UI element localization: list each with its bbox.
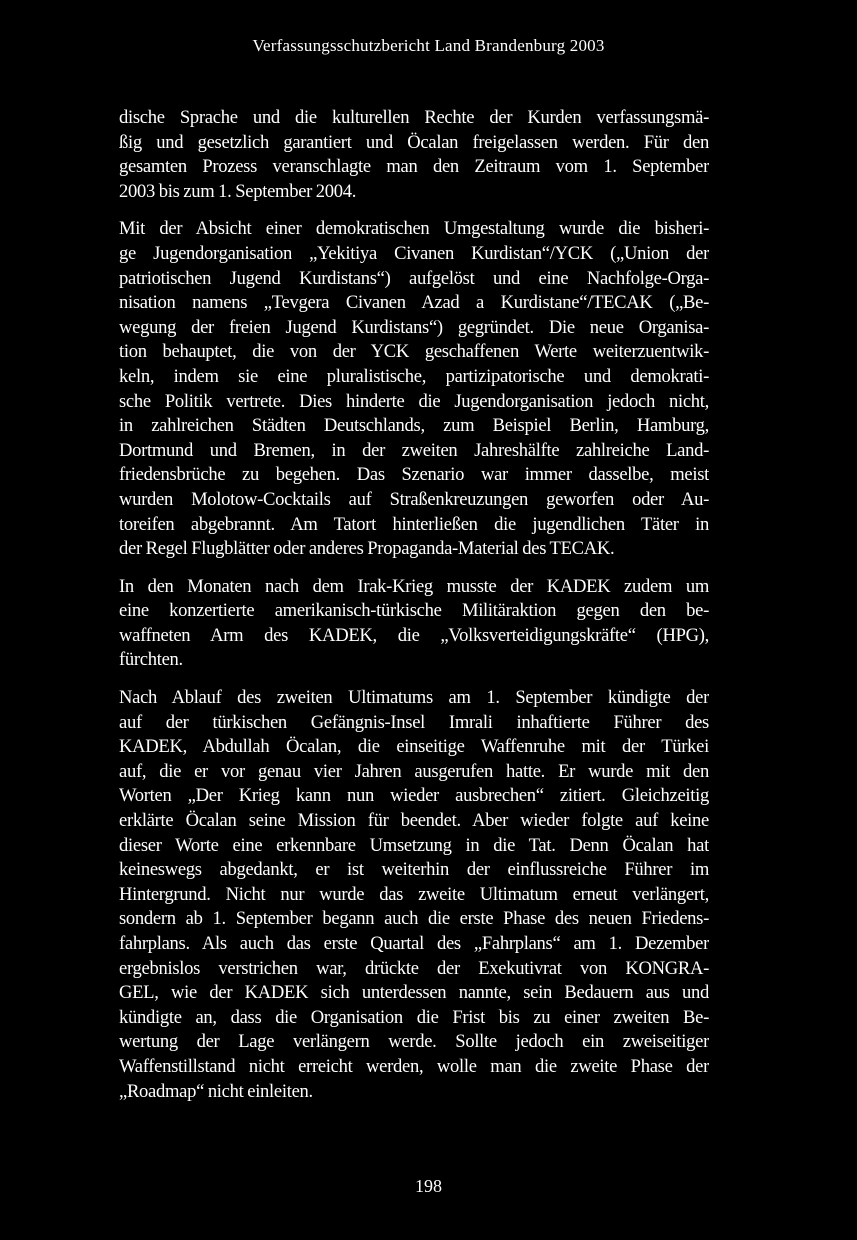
- text-line: wegung der freien Jugend Kurdistans“) gegründet. Die neue Organisa-: [119, 316, 709, 338]
- text-line: fahrplans. Als auch das erste Quartal des „Fahrplans“ am 1. Dezember: [119, 933, 709, 954]
- paragraph: [119, 217, 709, 561]
- text-line: 2003 bis zum 1. September 2004.: [119, 180, 357, 202]
- text-line: sche Politik vertrete. Dies hinderte die Jugendorganisation jedoch nicht,: [119, 390, 709, 412]
- text-line: patriotischen Jugend Kurdistans“) aufgelöst und eine Nachfolge-Orga-: [119, 267, 709, 289]
- text-line: Hintergrund. Nicht nur wurde das zweite Ultimatum erneut verlängert,: [119, 883, 709, 905]
- text-line: erklärte Öcalan seine Mission für beendet. Aber wieder folgte auf keine: [119, 810, 709, 832]
- text-line: dieser Worte eine erkennbare Umsetzung in die Tat. Denn Öcalan hat: [119, 834, 709, 856]
- text-line: in zahlreichen Städten Deutschlands, zum Beispiel Berlin, Hamburg,: [119, 415, 709, 437]
- text-line: ßig und gesetzlich garantiert und Öcalan freigelassen werden. Für den: [119, 131, 709, 153]
- text-line: wertung der Lage verlängern werde. Sollte jedoch ein zweiseitiger: [119, 1031, 709, 1053]
- text-line: der Regel Flugblätter oder anderes Propaganda-Material des TECAK.: [119, 538, 615, 560]
- text-line: gesamten Prozess veranschlagte man den Zeitraum vom 1. September: [119, 156, 709, 178]
- text-line: ergebnislos verstrichen war, drückte der Exekutivrat von KONGRA-: [119, 957, 709, 979]
- text-line: fürchten.: [119, 649, 183, 671]
- page-header: Verfassungsschutzbericht Land Brandenburg 2003: [252, 36, 605, 55]
- text-line: Worten „Der Krieg kann nun wieder ausbrechen“ zitiert. Gleichzeitig: [119, 785, 709, 807]
- page-number: 198: [415, 1176, 442, 1196]
- body-text: [119, 106, 709, 1117]
- text-line: keln, indem sie eine pluralistische, partizipatorische und demokrati-: [119, 365, 709, 387]
- text-line: Mit der Absicht einer demokratischen Umgestaltung wurde die bisheri-: [119, 218, 709, 240]
- text-line: nisation namens „Tevgera Civanen Azad a Kurdistane“/TECAK („Be-: [119, 292, 709, 314]
- text-line: waffneten Arm des KADEK, die „Volksverteidigungskräfte“ (HPG),: [119, 624, 709, 646]
- text-line: Waffenstillstand nicht erreicht werden, wolle man die zweite Phase der: [119, 1055, 709, 1077]
- text-line: toreifen abgebrannt. Am Tatort hinterließen die jugendlichen Täter in: [119, 513, 709, 535]
- text-line: GEL, wie der KADEK sich unterdessen nannte, sein Bedauern aus und: [119, 982, 709, 1004]
- text-line: keineswegs abgedankt, er ist weiterhin der einflussreiche Führer im: [119, 859, 709, 881]
- text-line: auf, die er vor genau vier Jahren ausgerufen hatte. Er wurde mit den: [119, 760, 709, 782]
- text-line: friedensbrüche zu begehen. Das Szenario war immer dasselbe, meist: [119, 464, 709, 486]
- text-line: KADEK, Abdullah Öcalan, die einseitige Waffenruhe mit der Türkei: [119, 736, 709, 758]
- text-line: ge Jugendorganisation „Yekitiya Civanen Kurdistan“/YCK („Union der: [119, 242, 709, 264]
- text-line: In den Monaten nach dem Irak-Krieg musste der KADEK zudem um: [119, 575, 709, 597]
- paragraph: [119, 686, 709, 1104]
- paragraph: [119, 575, 709, 673]
- text-line: auf der türkischen Gefängnis-Insel Imrali inhaftierte Führer des: [119, 711, 709, 733]
- text-line: Nach Ablauf des zweiten Ultimatums am 1. September kündigte der: [119, 687, 709, 709]
- text-line: Dortmund und Bremen, in der zweiten Jahreshälfte zahlreiche Land-: [119, 439, 709, 461]
- text-line: wurden Molotow-Cocktails auf Straßenkreuzungen geworfen oder Au-: [119, 488, 709, 510]
- text-line: eine konzertierte amerikanisch-türkische Militäraktion gegen den be-: [119, 600, 709, 622]
- text-line: kündigte an, dass die Organisation die Frist bis zu einer zweiten Be-: [119, 1006, 709, 1028]
- text-line: dische Sprache und die kulturellen Rechte der Kurden verfassungsmä-: [119, 107, 709, 128]
- paragraph: [119, 106, 709, 204]
- text-line: tion behauptet, die von der YCK geschaffenen Werte weiterzuentwik-: [119, 341, 709, 363]
- text-line: „Roadmap“ nicht einleiten.: [119, 1080, 313, 1102]
- text-line: sondern ab 1. September begann auch die erste Phase des neuen Friedens-: [119, 908, 709, 930]
